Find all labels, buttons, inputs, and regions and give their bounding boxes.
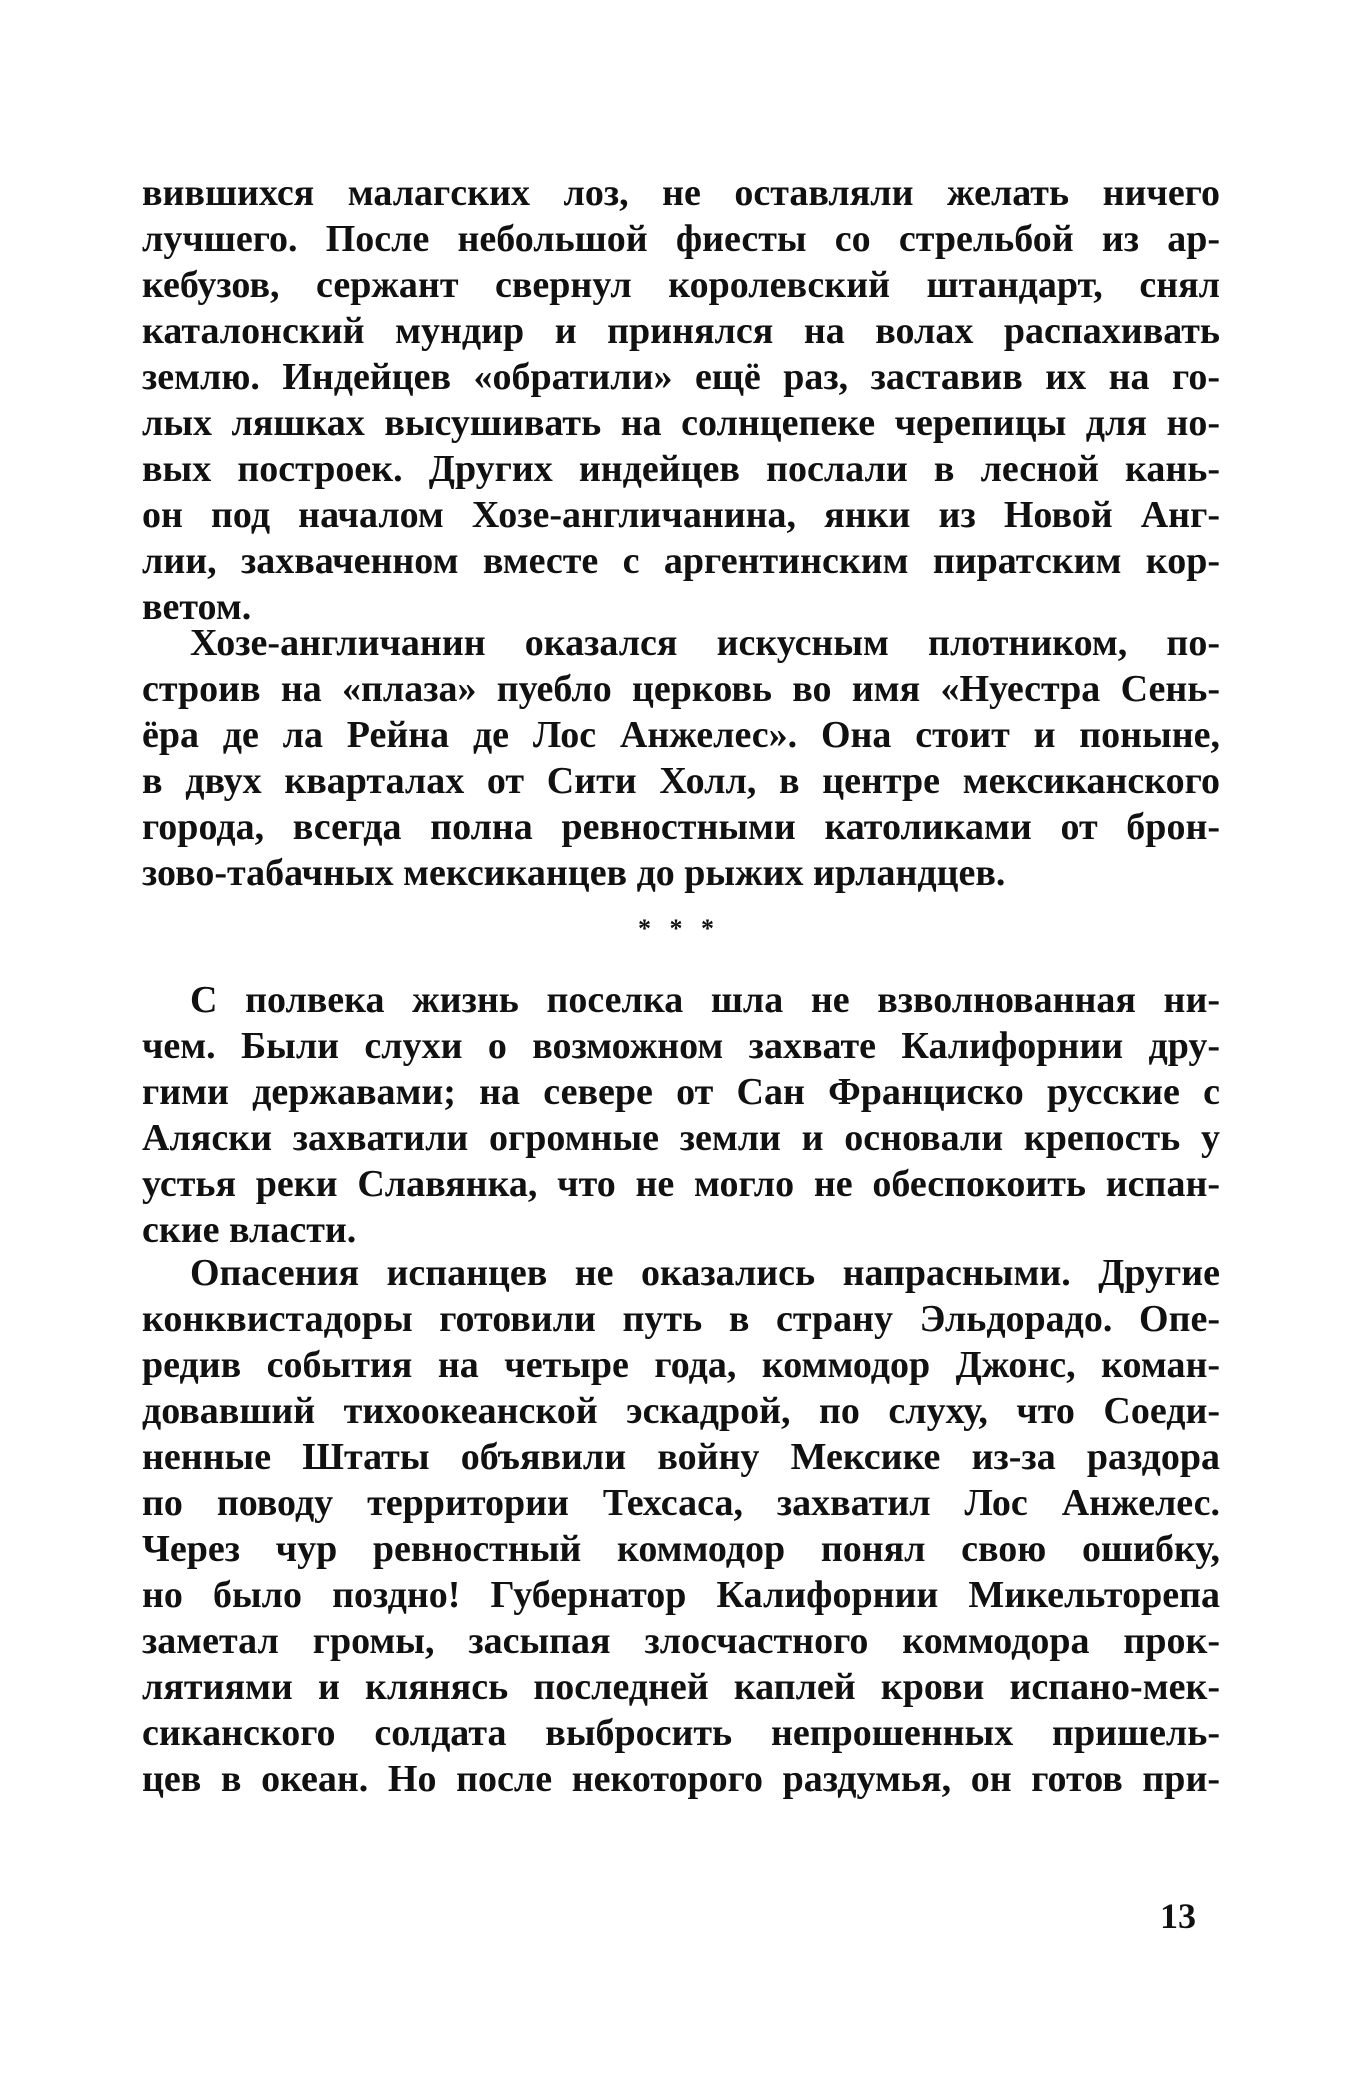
- text-line: лых ляшках высушивать на солнцепеке черепицы для но-: [142, 402, 1220, 444]
- paragraph-4: [142, 1250, 1220, 1802]
- text-line: Через чур ревностный коммодор понял свою ошибку,: [142, 1528, 1220, 1570]
- text-line: Опасения испанцев не оказались напрасными. Другие: [190, 1252, 1220, 1294]
- text-line: чем. Были слухи о возможном захвате Калифорнии дру-: [142, 1025, 1220, 1067]
- text-line: Аляски захватили огромные земли и основали крепость у: [142, 1117, 1220, 1159]
- text-line: строив на «плаза» пуебло церковь во имя «Нуестра Сень-: [142, 668, 1220, 710]
- text-line: зово-табачных мексиканцев до рыжих ирландцев.: [142, 852, 1006, 894]
- text-line: каталонский мундир и принялся на волах распахивать: [142, 310, 1220, 352]
- text-line: вых построек. Других индейцев послали в лесной кань-: [142, 448, 1220, 490]
- text-line: он под началом Хозе-англичанина, янки из Новой Анг-: [142, 494, 1220, 536]
- text-line: по поводу территории Техсаса, захватил Лос Анжелес.: [142, 1482, 1220, 1524]
- text-line: ские власти.: [142, 1209, 357, 1251]
- paragraph-1: [142, 170, 1220, 630]
- text-line: заметал громы, засыпая злосчастного коммодора прок-: [142, 1620, 1220, 1662]
- text-line: кебузов, сержант свернул королевский штандарт, снял: [142, 264, 1220, 306]
- text-line: ёра де ла Рейна де Лос Анжелес». Она стоит и поныне,: [142, 714, 1220, 756]
- text-line: лятиями и клянясь последней каплей крови испано-мек-: [142, 1666, 1220, 1708]
- text-line: сиканского солдата выбросить непрошенных пришель-: [142, 1712, 1220, 1754]
- page-number: 13: [1160, 1896, 1196, 1936]
- text-line: устья реки Славянка, что не могло не обеспокоить испан-: [142, 1163, 1220, 1205]
- text-line: конквистадоры готовили путь в страну Эльдорадо. Опе-: [142, 1298, 1220, 1340]
- text-line: ветом.: [142, 586, 252, 628]
- text-line: в двух кварталах от Сити Холл, в центре мексиканского: [142, 760, 1220, 802]
- text-line: вившихся малагских лоз, не оставляли желать ничего: [142, 172, 1220, 214]
- text-line: довавший тихоокеанской эскадрой, по слуху, что Соеди-: [142, 1390, 1220, 1432]
- text-line: города, всегда полна ревностными католиками от брон-: [142, 806, 1220, 848]
- paragraph-2: [142, 620, 1220, 896]
- section-separator: * * *: [638, 914, 720, 943]
- text-line: но было поздно! Губернатор Калифорнии Микельторепа: [142, 1574, 1220, 1616]
- text-line: цев в океан. Но после некоторого раздумья, он готов при-: [142, 1758, 1220, 1800]
- text-line: Хозе-англичанин оказался искусным плотником, по-: [190, 622, 1220, 664]
- text-line: землю. Индейцев «обратили» ещё раз, заставив их на го-: [142, 356, 1220, 398]
- text-line: ненные Штаты объявили войну Мексике из-за раздора: [142, 1436, 1220, 1478]
- text-line: гими державами; на севере от Сан Франциско русские с: [142, 1071, 1220, 1113]
- text-line: редив события на четыре года, коммодор Джонс, коман-: [142, 1344, 1220, 1386]
- text-line: С полвека жизнь поселка шла не взволнованная ни-: [190, 979, 1220, 1021]
- text-line: лучшего. После небольшой фиесты со стрельбой из ар-: [142, 218, 1220, 260]
- paragraph-3: [142, 977, 1220, 1253]
- text-line: лии, захваченном вместе с аргентинским пиратским кор-: [142, 540, 1220, 582]
